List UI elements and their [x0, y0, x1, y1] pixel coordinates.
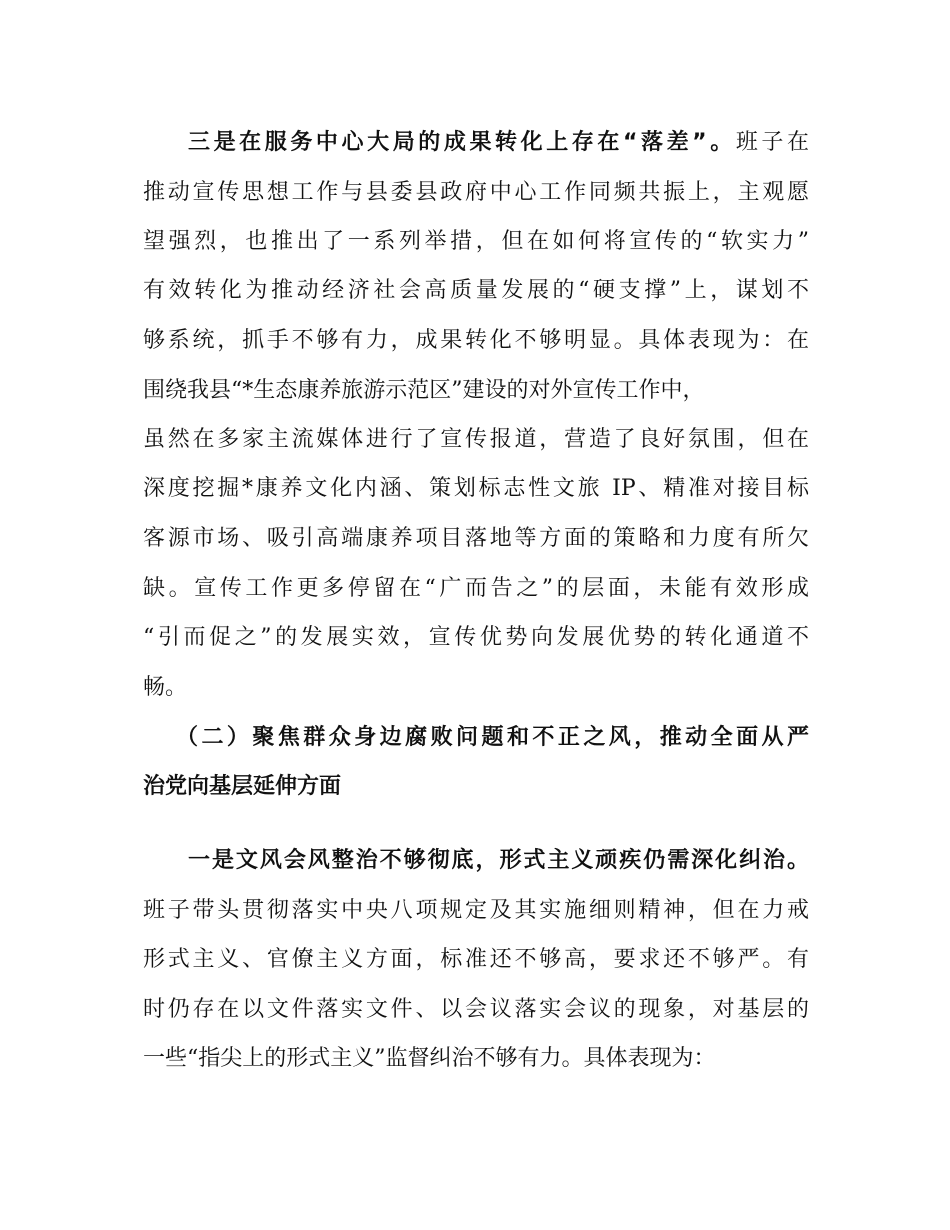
- paragraph-2-line: 班子带头贯彻落实中央八项规定及其实施细则精神，但在力戒: [143, 898, 809, 923]
- paragraph-1-line: 虽然在多家主流媒体进行了宣传报道，营造了良好氛围，但在: [143, 427, 809, 452]
- paragraph-2-lead: 一是文风会风整治不够彻底，形式主义顽疾仍需深化纠治。: [188, 848, 809, 873]
- paragraph-1-line: 畅。: [143, 675, 188, 700]
- paragraph-2-line: 形式主义、官僚主义方面，标准还不够高，要求还不够严。有: [143, 947, 809, 972]
- section-heading-line-1: （二）聚焦群众身边腐败问题和不正之风，推动全面从严: [176, 725, 809, 750]
- paragraph-1-line-1: 三是在服务中心大局的成果转化上存在“落差”。班子在: [188, 130, 809, 155]
- paragraph-1-line: 望强烈，也推出了一系列举措，但在如何将宣传的“软实力”: [143, 229, 809, 254]
- paragraph-2-line: 一些“指尖上的形式主义”监督纠治不够有力。具体表现为：: [143, 1046, 716, 1071]
- paragraph-1-line: 围绕我县“*生态康养旅游示范区”建设的对外宣传工作中，: [143, 378, 705, 403]
- paragraph-1-line: “引而促之”的发展实效，宣传优势向发展优势的转化通道不: [143, 625, 809, 650]
- paragraph-2-line: 时仍存在以文件落实文件、以会议落实会议的现象，对基层的: [143, 997, 809, 1022]
- paragraph-1-line: 缺。宣传工作更多停留在“广而告之”的层面，未能有效形成: [143, 576, 809, 601]
- section-heading-line-2: 治党向基层延伸方面: [143, 774, 342, 799]
- paragraph-1-line: 够系统，抓手不够有力，成果转化不够明显。具体表现为：在: [143, 328, 809, 353]
- paragraph-1-lead: 三是在服务中心大局的成果转化上存在“落差”。: [188, 130, 736, 155]
- paragraph-1-line: 客源市场、吸引高端康养项目落地等方面的策略和力度有所欠: [143, 526, 809, 551]
- paragraph-1-line: 有效转化为推动经济社会高质量发展的“硬支撑”上，谋划不: [143, 278, 809, 303]
- paragraph-1-line: 深度挖掘*康养文化内涵、策划标志性文旅 IP、精准对接目标: [143, 476, 809, 501]
- paragraph-1-line: 推动宣传思想工作与县委县政府中心工作同频共振上，主观愿: [143, 180, 809, 205]
